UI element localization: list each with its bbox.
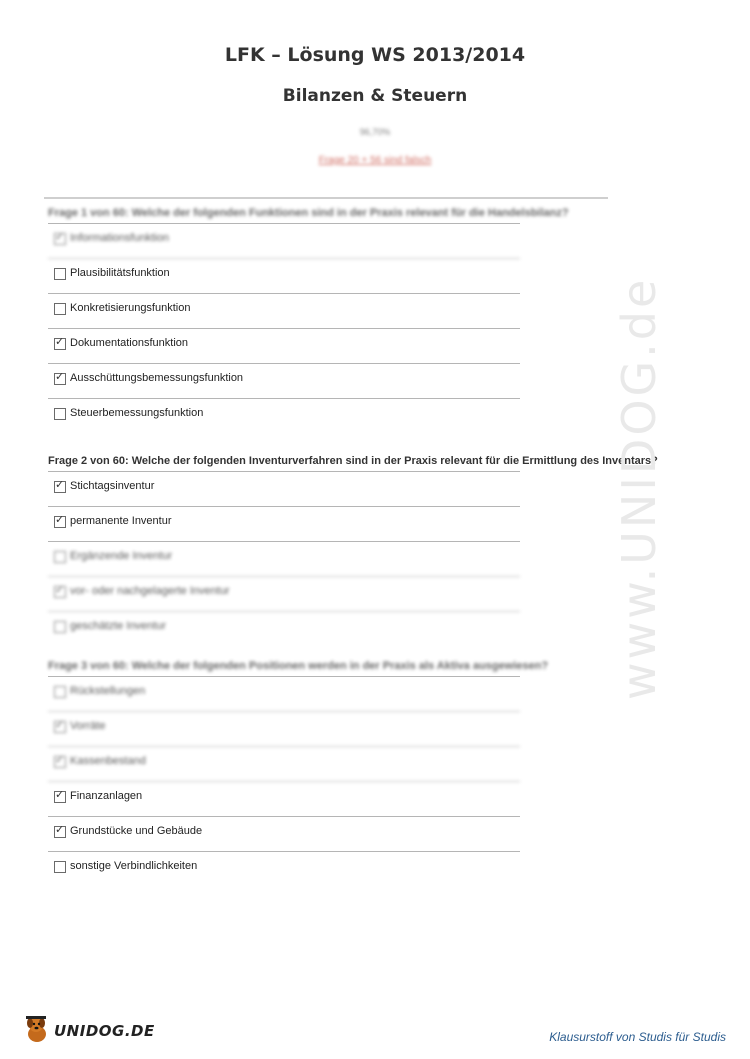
answer-option [48,507,520,542]
document-subtitle: Bilanzen & Steuern [282,86,468,106]
option-label: Ergänzende Inventur [70,550,173,562]
checkbox-checked[interactable] [54,373,66,385]
checkbox-unchecked[interactable] [54,686,66,698]
option-label: Ausschüttungsbemessungsfunktion [70,372,244,384]
answer-option [48,577,520,612]
checkmark-icon: ✓ [55,754,65,766]
option-label: Informationsfunktion [70,232,170,244]
answer-option [48,364,520,399]
answer-option [48,612,520,646]
answer-option [48,329,520,364]
option-label: vor- oder nachgelagerte Inventur [70,585,230,597]
checkmark-icon: ✓ [55,824,65,836]
checkmark-icon: ✓ [55,789,65,801]
watermark-text: www.UNIDOG.de [612,276,666,700]
checkbox-checked[interactable] [54,233,66,245]
checkbox-checked[interactable] [54,826,66,838]
document-title: LFK – Lösung WS 2013/2014 [224,44,526,66]
answer-option [48,782,520,817]
option-label: Rückstellungen [70,685,146,697]
question-3 [48,658,688,886]
checkbox-checked[interactable] [54,516,66,528]
option-label: Kassenbestand [70,755,146,767]
option-label: Steuerbemessungsfunktion [70,407,204,419]
answer-option [48,224,520,259]
checkmark-icon: ✓ [55,719,65,731]
checkmark-icon: ✓ [55,584,65,596]
answer-option [48,472,520,507]
checkmark-icon: ✓ [55,479,65,491]
answer-option [48,399,520,433]
option-label: Stichtagsinventur [70,480,155,492]
checkbox-unchecked[interactable] [54,551,66,563]
option-label: Vorräte [70,720,106,732]
brand-name: UNIDOG.DE [54,1022,155,1040]
checkbox-checked[interactable] [54,338,66,350]
option-list [48,223,520,433]
question-text: Frage 1 von 60: Welche der folgenden Funktionen sind in der Praxis relevant für die Handelsbilanz? [48,207,569,219]
answer-option [48,747,520,782]
answer-option [48,817,520,852]
question-2 [48,453,688,646]
checkmark-icon: ✓ [55,514,65,526]
dog-mascot-icon [22,1014,52,1044]
answer-option [48,677,520,712]
option-label: sonstige Verbindlichkeiten [70,860,198,872]
checkbox-unchecked[interactable] [54,408,66,420]
checkmark-icon: ✓ [55,336,65,348]
footer-logo [22,1012,162,1046]
checkbox-checked[interactable] [54,721,66,733]
document-header [0,44,750,166]
option-label: permanente Inventur [70,515,172,527]
option-list [48,471,520,646]
option-label: Konkretisierungsfunktion [70,302,191,314]
score-value: 96,70% [359,127,391,137]
checkbox-unchecked[interactable] [54,303,66,315]
option-label: Plausibilitätsfunktion [70,267,170,279]
answer-option [48,852,520,886]
question-1 [48,205,688,433]
checkmark-icon: ✓ [55,371,65,383]
answer-option [48,542,520,577]
checkbox-checked[interactable] [54,791,66,803]
option-label: Finanzanlagen [70,790,143,802]
answer-option [48,294,520,329]
checkbox-unchecked[interactable] [54,268,66,280]
checkbox-checked[interactable] [54,756,66,768]
option-label: geschätzte Inventur [70,620,167,632]
option-label: Dokumentationsfunktion [70,337,189,349]
option-label: Grundstücke und Gebäude [70,825,203,837]
question-text: Frage 3 von 60: Welche der folgenden Positionen werden in der Praxis als Aktiva ausgewiesen? [48,660,549,672]
checkmark-icon: ✓ [55,231,65,243]
checkbox-unchecked[interactable] [54,621,66,633]
answer-option [48,712,520,747]
correction-note: Frage 20 + 56 sind falsch [318,155,432,166]
question-text: Frage 2 von 60: Welche der folgenden Inventurverfahren sind in der Praxis relevant für die Ermittlung des Inventars? [48,455,658,467]
answer-option [48,259,520,294]
checkbox-checked[interactable] [54,586,66,598]
checkbox-checked[interactable] [54,481,66,493]
checkbox-unchecked[interactable] [54,861,66,873]
header-divider [44,197,608,199]
footer-slogan: Klausurstoff von Studis für Studis [549,1030,726,1044]
option-list [48,676,520,886]
